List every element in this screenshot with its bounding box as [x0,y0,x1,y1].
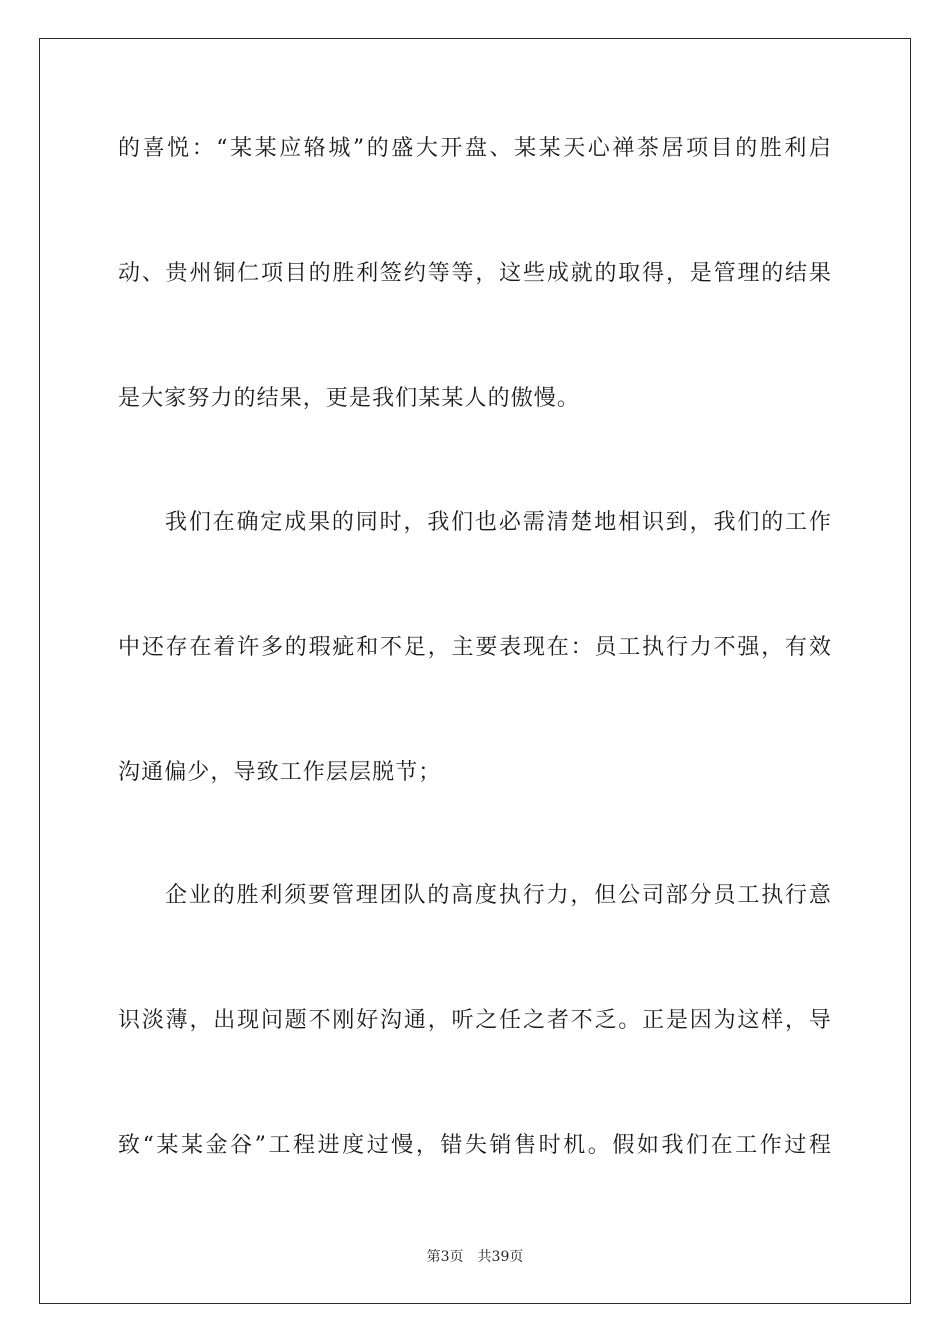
body-line-4: 我们在确定成果的同时，我们也必需清楚地相识到，我们的工作 [165,510,832,535]
body-line-9: 致“某某金谷”工程进度过慢，错失销售时机。假如我们在工作过程 [118,1133,832,1158]
body-line-7: 企业的胜利须要管理团队的高度执行力，但公司部分员工执行意 [165,883,832,908]
body-line-1: 的喜悦：“某某应辂城”的盛大开盘、某某天心禅茶居项目的胜利启 [118,136,832,161]
body-line-6: 沟通偏少，导致工作层层脱节； [118,760,442,785]
page-footer [0,1247,950,1267]
body-line-8: 识淡薄，出现问题不刚好沟通，听之任之者不乏。正是因为这样，导 [118,1008,832,1033]
page-border [39,38,911,1304]
total-page-count: 共39页 [477,1249,524,1265]
body-line-3: 是大家努力的结果，更是我们某某人的傲慢。 [118,386,581,411]
current-page-number: 第3页 [426,1249,464,1265]
body-line-5: 中还存在着许多的瑕疵和不足，主要表现在：员工执行力不强，有效 [118,635,832,660]
body-line-2: 动、贵州铜仁项目的胜利签约等等，这些成就的取得，是管理的结果 [118,261,832,286]
